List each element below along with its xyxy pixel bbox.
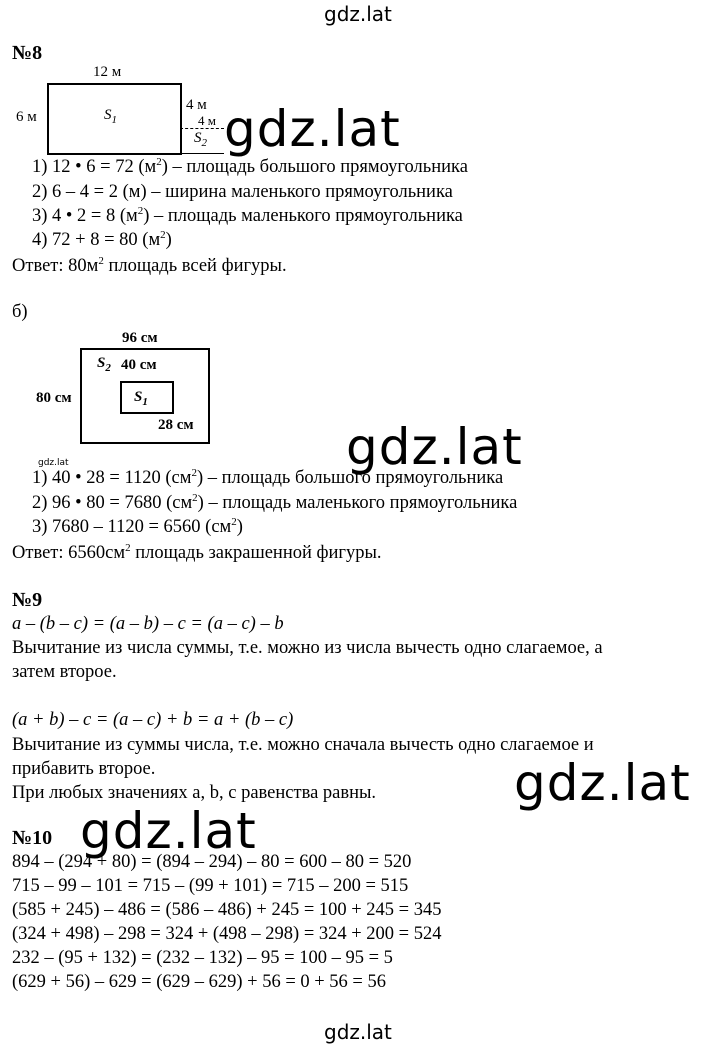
figure-a-left-label: 6 м [16,109,37,125]
watermark-2: gdz.lat [346,418,523,476]
task9-text-2-line-1: Вычитание из суммы числа, т.е. можно сначала вычесть одно слагаемое и [12,735,594,755]
figure-b-inner-top-label: 40 см [121,357,157,373]
figure-b-left-label: 80 см [36,390,72,406]
watermark-4: gdz.lat [80,802,257,860]
task9-text-1-line-2: затем второе. [12,662,117,682]
task9-formula-2: (a + b) – c = (a – c) + b = a + (b – c) [12,710,294,730]
figure-b-s2: $S_2$ [97,355,111,374]
watermark-1: gdz.lat [224,100,401,158]
figure-b-s1: $S_1$ [134,389,148,408]
task8-number: №8 [12,42,43,64]
task9-formula-1: a – (b – c) = (a – b) – c = (a – c) – b [12,614,284,634]
task8-part-b-label: б) [12,302,28,322]
task10-line-3: (585 + 245) – 486 = (586 – 486) + 245 = 100 + 245 = 345 [12,900,442,920]
task10-line-2: 715 – 99 – 101 = 715 – (99 + 101) = 715 – 200 = 515 [12,876,409,896]
task10-line-4: (324 + 498) – 298 = 324 + (498 – 298) = 324 + 200 = 524 [12,924,442,944]
figure-a-right-bottom-label: 4 м [198,113,216,128]
figure-b-inner-bottom-label: 28 см [158,417,194,433]
task10-line-1: 894 – (294 + 80) = (894 – 294) – 80 = 600 – 80 = 520 [12,852,412,872]
watermark-3: gdz.lat [514,754,691,812]
task8b-answer: Ответ: $6560см^2$ площадь закрашенной фигуры. [12,541,382,563]
task9-text-1-line-1: Вычитание из числа суммы, т.е. можно из числа вычесть одно слагаемое, а [12,638,603,658]
footer-site-name: gdz.lat [324,1020,392,1044]
task8-answer: Ответ: $80м^2$ площадь всей фигуры. [12,254,287,276]
task8b-line-3: 3) 7680 – 1120 = 6560 $(см^2)$ [32,515,243,537]
task8-line-1: 1) 12 • 6 = 72 $(м^2)$ – площадь большого прямоугольника [32,155,468,177]
task8b-line-1: 1) 40 • 28 = 1120 $(см^2)$ – площадь большого прямоугольника [32,466,504,488]
task10-line-5: 232 – (95 + 132) = (232 – 132) – 95 = 100 – 95 = 5 [12,948,393,968]
figure-a-small-rect-bottom [180,153,224,154]
figure-a-s1: $S_1$ [104,107,117,126]
task8-line-2: 2) 6 – 4 = 2 (м) – ширина маленького прямоугольника [32,182,453,202]
task8-line-3: 3) 4 • 2 = 8 $(м^2)$ – площадь маленького прямоугольника [32,204,463,226]
figure-a-top-label: 12 м [93,64,122,80]
figure-a-right-top-label: 4 м [186,97,207,113]
task9-text-2-line-2: прибавить второе. [12,759,156,779]
task10-number: №10 [12,827,53,849]
small-watermark: gdz.lat [38,458,69,468]
figure-a-s2: $S_2$ [194,130,207,149]
task9-number: №9 [12,589,43,611]
task10-line-6: (629 + 56) – 629 = (629 – 629) + 56 = 0 + 56 = 56 [12,972,386,992]
task8b-line-2: 2) 96 • 80 = 7680 $(см^2)$ – площадь маленького прямоугольника [32,491,518,513]
header-site-name: gdz.lat [324,2,392,26]
task9-text-2-line-3: При любых значениях a, b, c равенства равны. [12,783,377,803]
figure-b-top-label: 96 см [122,330,158,346]
task8-line-4: 4) 72 + 8 = 80 $(м^2)$ [32,228,172,250]
